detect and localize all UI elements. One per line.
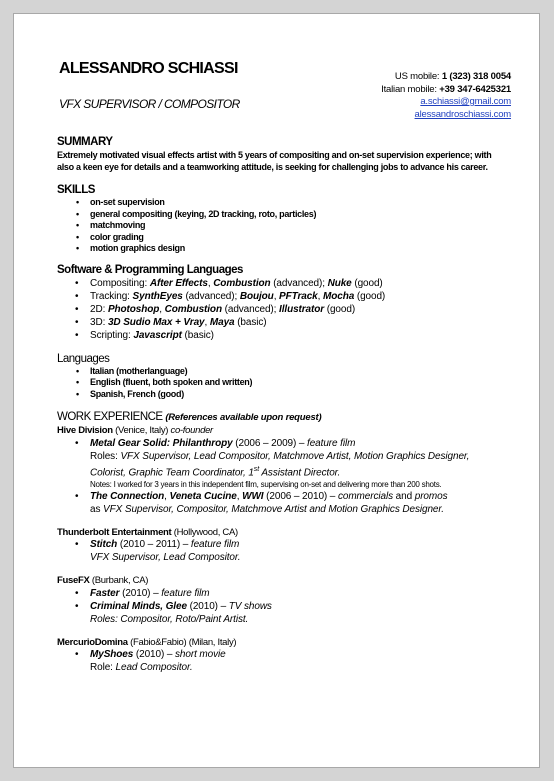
text-run: (2010) – [119,587,162,599]
company-name [57,527,507,539]
project-roles [90,503,507,516]
text-run: WWI [242,490,264,502]
text-run: Roles: Compositor, Roto/Paint Artist. [90,613,249,625]
text-run: Roles: [90,450,121,462]
text-run: The Connection [90,490,165,502]
text-run: Photoshop [107,303,160,315]
project-line [90,648,507,661]
project-list [57,538,507,564]
text-run: feature film [161,587,210,599]
skills-list [57,197,507,255]
company-block [57,527,507,565]
text-run: Scripting: [90,329,134,341]
text-run: Thunderbolt Entertainment [57,526,172,538]
text-run: Lead Compositor. [115,662,193,674]
text-run: Combustion [164,303,222,315]
resume-page [13,13,540,768]
text-run: , [204,316,210,328]
company-block [57,425,507,516]
text-run: MercurioDomina [57,636,128,648]
text-run: (advanced); [270,277,328,289]
summary-text: Extremely motivated visual effects artist with 5 years of compositing and on-set supervision experience; with also a keen eye for details and a teamworking attitude, is seeking for challenging jobs to advance his career. [57,150,492,172]
software-list [57,277,507,342]
project-line [90,600,507,613]
candidate-name: ALESSANDRO SCHIASSI [59,60,238,77]
company-name [57,425,507,437]
text-run: (advanced); [221,303,280,315]
software-item [57,303,507,316]
text-run: Faster [90,587,120,599]
text-run: , [159,303,165,315]
skill-item: • general compositing (keying, 2D tracking, roto, particles) [57,209,507,221]
project-roles [90,661,507,674]
text-run: Mocha [323,290,355,302]
text-run: feature film [190,539,240,551]
text-run: (Fabio&Fabio) (Milan, Italy) [127,636,237,648]
company-block [57,575,507,626]
text-run: 2D: [90,303,108,315]
text-run: as [90,503,104,515]
text-run: Veneta Cucine [169,490,237,502]
text-run: (Burbank, CA) [89,575,149,587]
us-mobile: US mobile: 1 (323) 318 0054 [394,71,511,82]
text-run: Compositing: [90,277,150,289]
software-heading: Software & Programming Languages [57,263,243,276]
skill-item: • color grading [57,232,507,244]
text-run: and [392,490,415,502]
text-run: , [273,290,280,302]
text-run: feature film [307,437,356,449]
text-run: (good) [324,303,356,315]
skills-heading: SKILLS [57,184,95,196]
project-notes: Notes: I worked for 3 years in this independent film, supervising on-set and delivering more than 200 shots. [90,479,442,489]
text-run: (good) [351,277,383,289]
company-name [57,575,507,587]
languages-heading: Languages [57,352,110,365]
text-run: MyShoes [90,649,134,661]
text-run: Metal Gear Solid: Philanthropy [90,437,233,449]
project-roles [90,551,507,564]
project-item [57,490,507,516]
skill-item: • matchmoving [57,220,507,232]
text-run: , [207,277,214,289]
text-run: , [164,490,170,502]
company-name [57,637,507,649]
project-list [57,587,507,626]
text-run: After Effects [149,277,208,289]
software-item [57,290,507,303]
work-heading: WORK EXPERIENCE (References available upon request) [57,411,322,423]
text-run: (2010) – [186,600,229,612]
text-run: , [317,290,323,302]
project-line [90,490,507,503]
text-run: co-founder [170,425,213,436]
project-line [90,587,507,600]
references-note: (References available upon request) [165,412,322,423]
text-run: commercials [337,490,393,502]
text-run: VFX Supervisor, Lead Compositor. [90,552,241,564]
text-run: English [90,377,121,387]
software-item [57,316,507,329]
text-run: Javascript [133,329,182,341]
text-run: (basic) [234,316,267,328]
text-run: (Hollywood, CA) [171,526,238,538]
software-item [57,277,507,290]
text-run: Combustion [213,277,271,289]
text-run: promos [414,490,448,502]
italian-mobile: Italian mobile: +39 347-6425321 [381,83,511,95]
text-run: Tracking: [90,290,133,302]
text-run: Hive Division [57,425,113,436]
text-run: Stitch [90,539,118,551]
text-run: FuseFX [57,575,90,587]
project-item [57,600,507,626]
language-item [57,389,507,401]
text-run: PFTrack [279,290,318,302]
project-item [57,587,507,600]
contact-block [381,71,511,121]
project-roles [90,613,507,626]
summary-heading: SUMMARY [57,136,113,148]
text-run: (2010) – [133,649,176,661]
text-run: Criminal Minds, Glee [90,600,187,612]
text-run: Maya [209,316,235,328]
project-line [90,538,507,551]
company-block [57,637,507,675]
skill-item: • on-set supervision [57,197,507,209]
text-run: (good) [155,388,184,399]
resume-content [57,135,507,674]
project-list [57,648,507,674]
text-run: VFX Supervisor, Compositor, Matchmove Artist and Motion Graphics Designer. [103,503,444,515]
text-run: 3D: [90,316,108,328]
text-run: Italian [90,365,114,376]
text-run: (2006 – 2010) – [263,490,338,502]
work-list [57,425,507,674]
languages-list [57,366,507,401]
project-list [57,437,507,516]
text-run: Boujou [239,290,274,302]
text-run: (2010 – 2011) – [117,539,191,551]
text-run: st [253,465,260,473]
candidate-title: VFX SUPERVISOR / COMPOSITOR [59,97,240,111]
text-run: (advanced); [182,290,240,302]
language-item [57,366,507,378]
text-run: (basic) [181,329,214,341]
text-run: Nuke [327,277,352,289]
text-run: 3D Sudio Max + Vray [107,316,205,328]
text-run: Illustrator [279,303,325,315]
project-item [57,437,507,490]
text-run: VFX Supervisor, Lead Compositor, Matchmove Artist, Motion Graphics Designer, Colorist, Graphic Team Coordinator, 1 [90,450,470,478]
project-item [57,648,507,674]
text-run: Assistant Director. [259,466,341,478]
text-run: short movie [175,649,226,661]
text-run: TV shows [228,600,272,612]
software-item [57,329,507,342]
text-run: (motherlanguage) [113,365,188,376]
project-item [57,538,507,564]
website-link[interactable]: alessandroschiassi.com [414,108,511,120]
email-link[interactable]: a.schiassi@gmail.com [420,96,511,107]
text-run: Spanish, French [90,388,156,399]
text-run: (fluent, both spoken and written) [120,377,253,387]
text-run: Role: [90,662,116,674]
skill-item: • motion graphics design [57,243,507,255]
project-line [90,437,507,450]
text-run: (good) [354,290,386,302]
text-run: (Venice, Italy) [112,425,171,436]
text-run: , [236,490,243,502]
text-run: (2006 – 2009) – [232,437,308,449]
language-item [57,377,507,389]
text-run: SynthEyes [132,290,183,302]
project-roles [90,450,507,479]
